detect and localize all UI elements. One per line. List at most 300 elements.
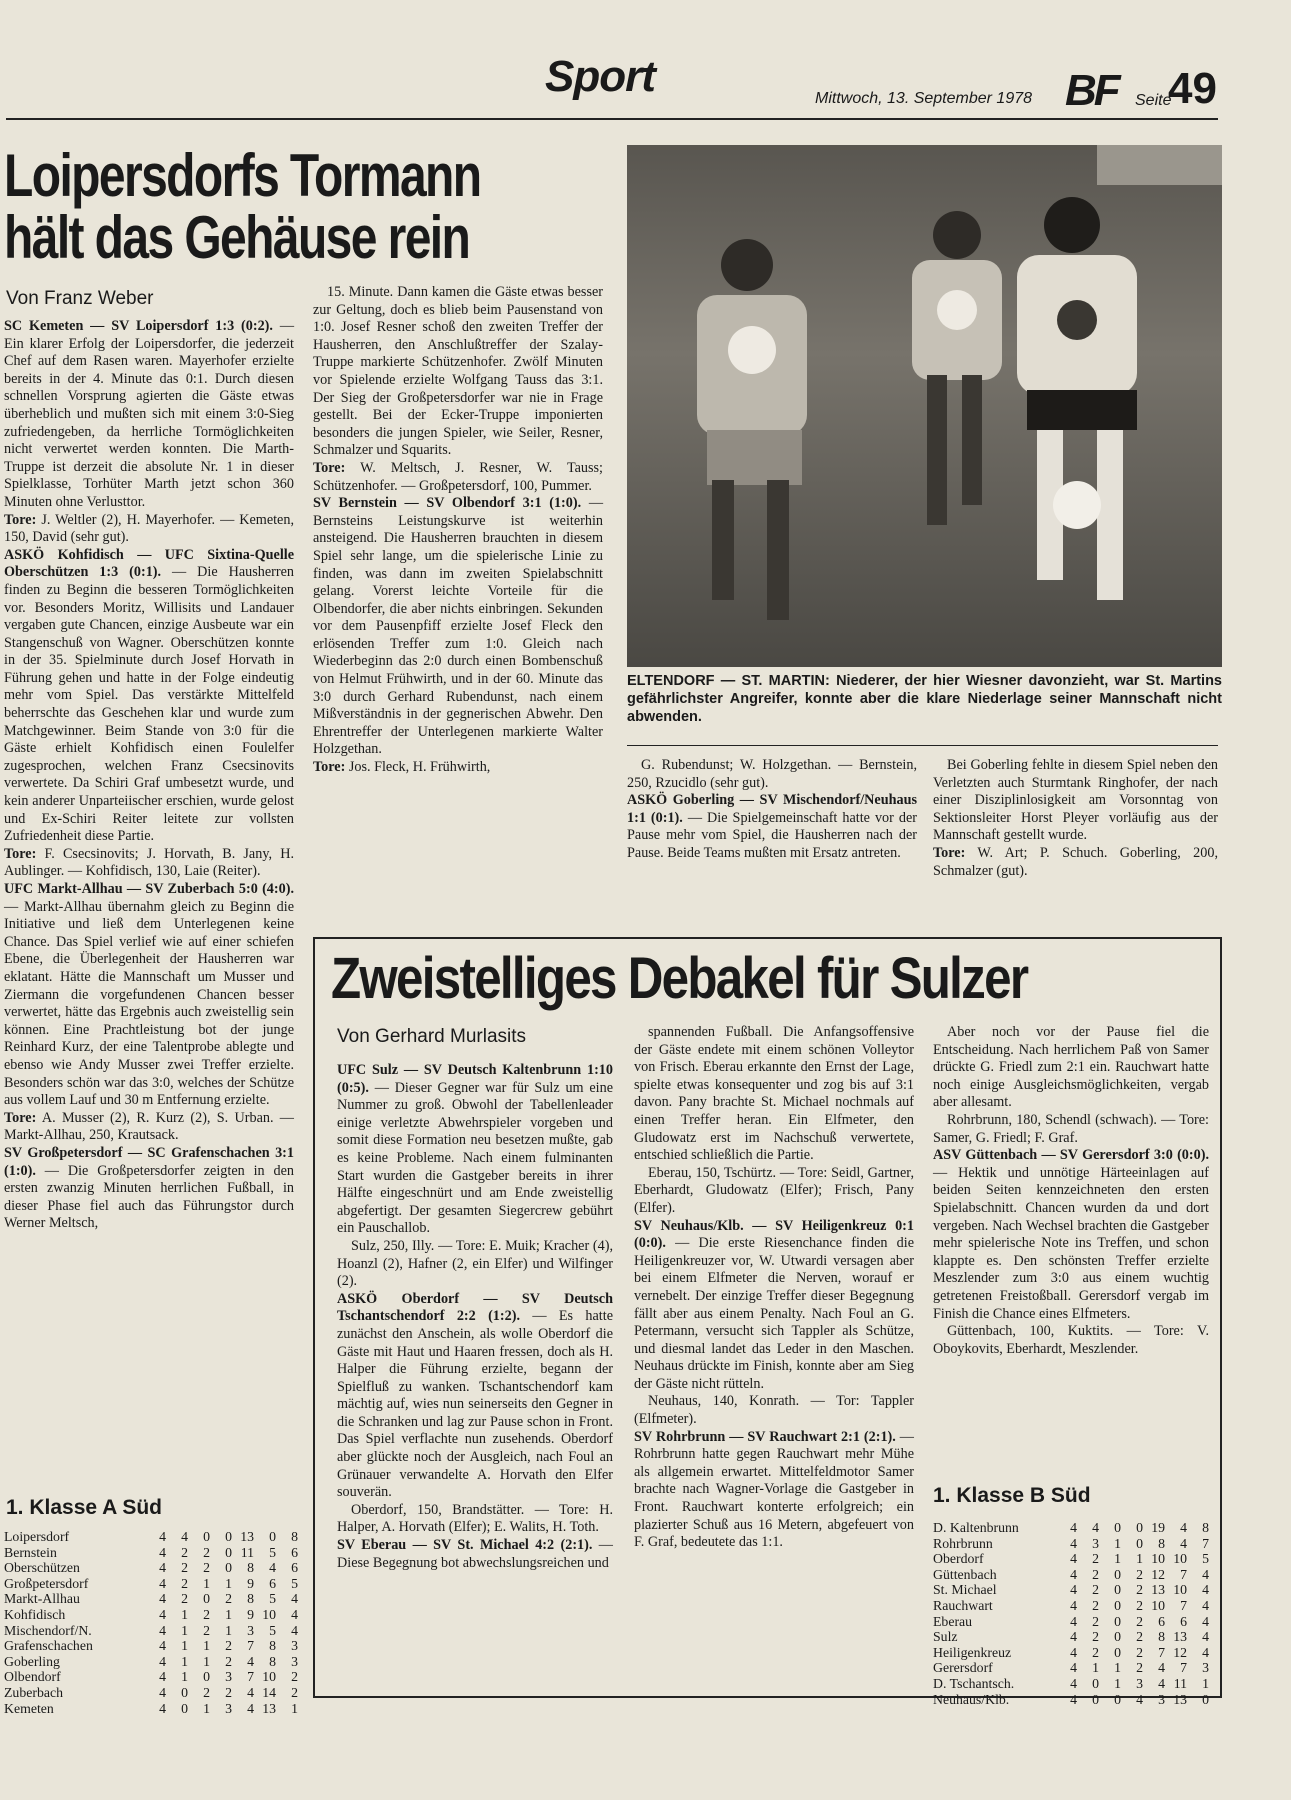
- stat-value: 4: [1158, 1675, 1165, 1691]
- stat-value: 0: [1114, 1520, 1121, 1535]
- paragraph: [933, 1024, 1209, 1112]
- stat-value: 3: [291, 1638, 298, 1654]
- paragraph-text: Sulz, 250, Illy. — Tore: E. Muik; Kracher (4), Hoanzl (2), Hafner (2, ein Elfer) und Wilfinger (2).: [337, 1237, 613, 1290]
- stat-value: 0: [225, 1529, 232, 1544]
- paragraph-text: — Rohrbrunn hatte gegen Rauchwart mehr Mühe als allgemein erwartet. Mittelfeldmotor Samer brachte nach Wagner-Vorlage die Gastgeber in Front. Rauchwart konterte erfolgreich; ein plazierter Schuß aus 16 Metern, abgefeuert von F. Graf, bedeutete das 1:1.: [634, 1428, 914, 1551]
- stat-value: 8: [1158, 1629, 1165, 1645]
- stat-value: 2: [291, 1684, 298, 1700]
- paragraph-text: — Die erste Riesenchance finden die Heiligenkreuzer vor, W. Utwardi versagen aber bei einem Elfmeter die Nerven, worauf er vernebelt. Der einzige Treffer dieser Begegnung fällt aber aus einem Penalty. Nach Foul an G. Petermann, versucht sich Tappler als Schütze, und diesmal landet das Leder in den Maschen. Neuhaus drückte im Finish, konnte aber am Sieg der Gäste nicht rütteln.: [634, 1235, 914, 1392]
- stat-value: 4: [159, 1575, 166, 1591]
- paragraph-text: Eberau, 150, Tschürtz. — Tore: Seidl, Gartner, Eberhardt, Gludowatz (Elfer); Frisch, Pany (Elfer).: [634, 1164, 914, 1216]
- stat-value: 8: [247, 1591, 254, 1607]
- paragraph-lead: ASV Güttenbach — SV Gerersdorf 3:0 (0:0).: [933, 1147, 1209, 1164]
- paragraph: [313, 460, 603, 495]
- stat-value: 0: [225, 1560, 232, 1576]
- stat-value: 1: [1114, 1660, 1121, 1676]
- paragraph: [933, 1147, 1209, 1323]
- stat-value: 6: [291, 1544, 298, 1560]
- standings-row: [4, 1654, 298, 1670]
- stat-value: 4: [1180, 1520, 1187, 1535]
- stat-value: 0: [1114, 1691, 1121, 1707]
- stat-value: 1: [225, 1606, 232, 1622]
- paragraph: [933, 1323, 1209, 1358]
- team-name: Loipersdorf: [4, 1529, 70, 1544]
- stat-value: 13: [240, 1529, 254, 1544]
- page-label: Seite: [1135, 92, 1172, 109]
- stat-value: 3: [1092, 1535, 1099, 1551]
- stat-value: 13: [1173, 1691, 1187, 1707]
- paragraph-text: J. Weltler (2), H. Mayerhofer. — Kemeten, 150, David (sehr gut).: [4, 511, 294, 546]
- issue-date: Mittwoch, 13. September 1978: [815, 90, 1033, 107]
- paragraph-lead: SV Neuhaus/Klb. — SV Heiligenkreuz 0:1 (0:0).: [634, 1217, 914, 1252]
- stat-value: 4: [291, 1622, 298, 1638]
- paragraph: [933, 1112, 1209, 1147]
- stat-value: 4: [159, 1700, 166, 1716]
- stat-value: 0: [1136, 1520, 1143, 1535]
- paragraph-text: F. Csecsinovits; J. Horvath, B. Jany, H. Aublinger. — Kohfidisch, 130, Laie (Reiter).: [4, 845, 294, 880]
- standings-row: [933, 1614, 1209, 1630]
- stat-value: 2: [1092, 1644, 1099, 1660]
- standings-title-a: 1. Klasse A Süd: [6, 1496, 163, 1519]
- paragraph: [634, 1024, 914, 1165]
- paragraph: [4, 1110, 294, 1145]
- standings-row: [933, 1645, 1209, 1661]
- stat-value: 8: [291, 1529, 298, 1544]
- stat-value: 2: [1136, 1613, 1143, 1629]
- standings-row: [933, 1567, 1209, 1583]
- standings-row: [933, 1676, 1209, 1692]
- team-name: Sulz: [933, 1629, 958, 1645]
- stat-value: 6: [291, 1560, 298, 1576]
- paragraph-text: W. Meltsch, J. Resner, W. Tauss; Schützenhofer. — Großpetersdorf, 100, Pummer.: [313, 459, 603, 494]
- stat-value: 4: [1136, 1691, 1143, 1707]
- stat-value: 1: [181, 1638, 188, 1654]
- team-name: Rohrbrunn: [933, 1535, 993, 1551]
- stat-value: 2: [1136, 1629, 1143, 1645]
- stat-value: 1: [1114, 1551, 1121, 1567]
- standings-row: [933, 1536, 1209, 1552]
- paragraph-text: Bei Goberling fehlte in diesem Spiel neben den Verletzten auch Sturmtank Ringhofer, der nach einer Disziplinlosigkeit am Vorsonntag von Sektionsleiter Horst Pleyer vorläufig aus der Mannschaft gestellt wurde.: [933, 757, 1218, 844]
- team-name: Kohfidisch: [4, 1606, 66, 1622]
- standings-row: [933, 1582, 1209, 1598]
- stat-value: 11: [240, 1544, 254, 1560]
- team-name: Oberdorf: [933, 1551, 984, 1567]
- standings-row: [4, 1607, 298, 1623]
- stat-value: 2: [181, 1544, 188, 1560]
- standings-row: [933, 1551, 1209, 1567]
- paragraph: [933, 757, 1218, 845]
- stat-value: 0: [225, 1544, 232, 1560]
- stat-value: 2: [203, 1606, 210, 1622]
- stat-value: 4: [159, 1669, 166, 1685]
- paragraph-lead: Tore:: [313, 759, 346, 776]
- stat-value: 13: [1173, 1629, 1187, 1645]
- caption-rule: [627, 745, 1218, 746]
- stat-value: 4: [1202, 1613, 1209, 1629]
- stat-value: 0: [1136, 1535, 1143, 1551]
- stat-value: 2: [225, 1591, 232, 1607]
- standings-row: [933, 1692, 1209, 1708]
- stat-value: 0: [203, 1529, 210, 1544]
- stat-value: 3: [1136, 1675, 1143, 1691]
- stat-value: 1: [1136, 1551, 1143, 1567]
- stat-value: 14: [262, 1684, 276, 1700]
- team-name: Gerersdorf: [933, 1660, 993, 1676]
- stat-value: 0: [203, 1669, 210, 1685]
- stat-value: 4: [1070, 1535, 1077, 1551]
- photo-image: [627, 145, 1222, 667]
- newspaper-logo: BF: [1065, 66, 1118, 115]
- paragraph: [337, 1502, 613, 1537]
- stat-value: 4: [247, 1684, 254, 1700]
- paragraph-text: — Dieser Gegner war für Sulz um eine Nummer zu groß. Obwohl der Tabellenleader einige verletzte Abwehrspieler vorgeben und somit diese Formation neu besetzen mußte, gab es keine Probleme. Nach einem fulminanten Start wurden die Gastgeber bereits in ihrer Hälfte eingeschnürt und am Ende zweistellig abgefertigt. Der gesamten Siegercrew gebührt ein Pauschallob.: [337, 1079, 613, 1237]
- stat-value: 4: [1092, 1520, 1099, 1535]
- stat-value: 4: [1070, 1691, 1077, 1707]
- stat-value: 19: [1151, 1520, 1165, 1535]
- paragraph-text: spannenden Fußball. Die Anfangsoffensive der Gäste endete mit einem schönen Volleytor von Frisch. Eberau erkannte den Ernst der Lage, spielte etwas konsequenter und zog bis auf 3:1 davon. Pany brachte St. Michael nochmals auf einen Treffer heran. Ein Elfmeter, den Gludowatz erst im Nachschuß verwertete, entschied schließlich die Partie.: [634, 1024, 914, 1164]
- standings-table-a: [4, 1529, 298, 1716]
- stat-value: 4: [1070, 1582, 1077, 1598]
- standings-row: [4, 1545, 298, 1561]
- paragraph: [4, 846, 294, 881]
- stat-value: 4: [1070, 1597, 1077, 1613]
- stat-value: 0: [1114, 1597, 1121, 1613]
- paragraph: [313, 284, 603, 460]
- stat-value: 2: [1092, 1566, 1099, 1582]
- paragraph-lead: ASKÖ Goberling — SV Mischendorf/Neuhaus 1:1 (0:1).: [627, 792, 917, 826]
- paragraph-lead: SV Rohrbrunn — SV Rauchwart 2:1 (2:1).: [634, 1428, 896, 1445]
- stat-value: 3: [247, 1622, 254, 1638]
- stat-value: 3: [225, 1700, 232, 1716]
- stat-value: 4: [1180, 1535, 1187, 1551]
- paragraph-text: Jos. Fleck, H. Frühwirth,: [345, 759, 491, 776]
- stat-value: 0: [1114, 1566, 1121, 1582]
- paragraph: [627, 792, 917, 862]
- stat-value: 5: [269, 1544, 276, 1560]
- stat-value: 4: [159, 1529, 166, 1544]
- stat-value: 4: [1070, 1520, 1077, 1535]
- standings-row: [4, 1638, 298, 1654]
- article-column-2: [313, 284, 603, 777]
- paragraph: [627, 757, 917, 792]
- stat-value: 8: [269, 1638, 276, 1654]
- stat-value: 7: [1180, 1597, 1187, 1613]
- paragraph-text: Oberdorf, 150, Brandstätter. — Tore: H. Halper, A. Horvath (Elfer); E. Walits, H. Toth.: [337, 1501, 613, 1536]
- stat-value: 4: [1070, 1675, 1077, 1691]
- stat-value: 4: [1070, 1566, 1077, 1582]
- article-column-3: [627, 757, 917, 863]
- stat-value: 4: [159, 1684, 166, 1700]
- paragraph-text: — Die Spielgemeinschaft hatte vor der Pause mehr vom Spiel, die Hausherren nach der Pause. Beide Teams mußten mit Ersatz antreten.: [627, 809, 917, 861]
- stat-value: 4: [1070, 1629, 1077, 1645]
- team-name: Goberling: [4, 1653, 60, 1669]
- stat-value: 10: [262, 1669, 276, 1685]
- article2-column-3: [933, 1024, 1209, 1358]
- standings-row: [933, 1520, 1209, 1536]
- team-name: Kemeten: [4, 1700, 54, 1716]
- stat-value: 7: [1180, 1660, 1187, 1676]
- paragraph-lead: SV Eberau — SV St. Michael 4:2 (2:1).: [337, 1537, 593, 1554]
- paragraph-text: — Die Hausherren finden zu Beginn die besseren Tormöglichkeiten vor. Besonders Moritz, Willisits und Landauer vergaben gute Chancen, einzige Ausbeute war ein Stangenschuß von Wagner. Oberschützen konnte in der 35. Spielminute durch Josef Horvath in Führung gehen und hatte in der Folge eindeutig mehr vom Spiel. Das verstärkte Mittelfeld beherrschte das Geschehen klar und wurde zum Matchgewinner. Beim Stande von 3:0 für die Gäste erhielt Kohfidisch einen Foulelfer zugesprochen, welchen Franz Csecsinovits verwertete. Da Schiri Graf umbesetzt wurde, und kein anderer Unparteiischer erschien, wurde gelost und Ex-Schiri Reiter leitete zur vollsten Zufriedenheit diese Partie.: [4, 564, 294, 845]
- stat-value: 7: [247, 1638, 254, 1654]
- standings-row: [4, 1576, 298, 1592]
- team-name: Güttenbach: [933, 1566, 997, 1582]
- standings-title-b: 1. Klasse B Süd: [933, 1484, 1091, 1507]
- team-name: Oberschützen: [4, 1560, 80, 1576]
- stat-value: 5: [269, 1622, 276, 1638]
- paragraph: [634, 1165, 914, 1218]
- standings-row: [4, 1685, 298, 1701]
- stat-value: 1: [203, 1638, 210, 1654]
- stat-value: 6: [269, 1575, 276, 1591]
- paragraph-text: Rohrbrunn, 180, Schendl (schwach). — Tore: Samer, G. Friedl; F. Graf.: [933, 1111, 1209, 1146]
- paragraph-text: 15. Minute. Dann kamen die Gäste etwas besser zur Geltung, doch es blieb beim Pausenstand von 1:0. Josef Resner schoß den zweiten Treffer der Hausherren, den Anschlußtreffer der Szalay-Truppe markierte Schützenhofer. Zwölf Minuten vor Spielende erzielte Wolfgang Tauss das 3:1. Der Sieg der Großpetersdorfer war nie in Frage gestellt. Bei der Ecker-Truppe imponierten besonders die jungen Spieler, wie Seiler, Resner, Schmalzer und Squarits.: [313, 284, 603, 459]
- stat-value: 0: [1114, 1629, 1121, 1645]
- paragraph: [337, 1062, 613, 1238]
- stat-value: 3: [291, 1653, 298, 1669]
- stat-value: 3: [1158, 1691, 1165, 1707]
- stat-value: 0: [1114, 1582, 1121, 1598]
- paragraph-text: — Markt-Allhau übernahm gleich zu Beginn die Initiative und ließ dem Unterlegenen keine Chance. Das Spiel verlief wie auf einer schiefen Ebene, die Überlegenheit der Hausherren war eklatant. Hätte die Mannschaft um Musser und Ziermann die vorgefundenen Chancen besser verwertet, hätte das Ergebnis auch zweistellig sein können. Eine Prachtleistung bot der junge Reinhard Kurz, der eine Talentprobe ablegte und ebenso wie Andy Musser zwei Treffer erzielte. Besonders schön war das 3:0, welches der Schütze aus vollem Lauf und 30 m Entfernung erzielte.: [4, 898, 294, 1109]
- paragraph: [4, 318, 294, 512]
- stat-value: 4: [1070, 1644, 1077, 1660]
- stat-value: 2: [225, 1684, 232, 1700]
- stat-value: 2: [291, 1669, 298, 1685]
- paragraph: [4, 512, 294, 547]
- standings-row: [4, 1669, 298, 1685]
- paragraph-lead: Tore:: [313, 459, 346, 476]
- stat-value: 1: [203, 1575, 210, 1591]
- stat-value: 5: [291, 1575, 298, 1591]
- stat-value: 4: [159, 1544, 166, 1560]
- stat-value: 4: [159, 1560, 166, 1576]
- stat-value: 4: [1202, 1582, 1209, 1598]
- paragraph-text: A. Musser (2), R. Kurz (2), S. Urban. — Markt-Allhau, 250, Krautsack.: [4, 1109, 294, 1144]
- paragraph-lead: ASKÖ Kohfidisch — UFC Sixtina-Quelle Oberschützen 1:3 (0:1).: [4, 546, 294, 581]
- stat-value: 5: [269, 1591, 276, 1607]
- stat-value: 2: [225, 1638, 232, 1654]
- team-name: Eberau: [933, 1613, 973, 1629]
- header-rule: [6, 118, 1218, 120]
- article-column-1: [4, 318, 294, 1233]
- stat-value: 2: [1092, 1613, 1099, 1629]
- stat-value: 1: [181, 1606, 188, 1622]
- stat-value: 1: [225, 1575, 232, 1591]
- match-photo: [627, 145, 1222, 667]
- stat-value: 2: [181, 1575, 188, 1591]
- paragraph-text: Aber noch vor der Pause fiel die Entscheidung. Nach herrlichem Paß von Samer drückte G. Friedl zum 2:1 ein. Rauchwart hatte noch einige Ausgleichsmöglichkeiten, vergab aber allesamt.: [933, 1024, 1209, 1111]
- paragraph: [313, 495, 603, 759]
- article-headline-line2: hält das Gehäuse rein: [4, 204, 470, 271]
- stat-value: 4: [159, 1638, 166, 1654]
- stat-value: 8: [247, 1560, 254, 1576]
- stat-value: 1: [181, 1653, 188, 1669]
- article-byline: Von Franz Weber: [6, 288, 154, 309]
- stat-value: 2: [1092, 1629, 1099, 1645]
- paragraph-lead: UFC Sulz — SV Deutsch Kaltenbrunn 1:10 (0:5).: [337, 1062, 613, 1096]
- stat-value: 10: [1151, 1597, 1165, 1613]
- paragraph-text: — Ein klarer Erfolg der Loipersdorfer, die jederzeit Chef auf dem Rasen waren. Mayerhofer erzielte bereits in der 4. Minute das 0:1. Durch diesen schnellen Vorsprung agierten die Gäste etwas überheblich und mußten sich mit einem 3:0-Sieg zufriedengeben, da herrliche Tormöglichkeiten nicht verwertet werden konnten. Die Marth-Truppe ist derzeit die absolute Nr. 1 in dieser Spielklasse, Torhüter Marth jetzt schon 360 Minuten ohne Verlusttor.: [4, 318, 294, 510]
- paragraph: [337, 1291, 613, 1502]
- stat-value: 2: [1092, 1551, 1099, 1567]
- stat-value: 0: [1202, 1691, 1209, 1707]
- stat-value: 10: [262, 1606, 276, 1622]
- team-name: Rauchwart: [933, 1597, 993, 1613]
- stat-value: 2: [1092, 1597, 1099, 1613]
- stat-value: 1: [225, 1622, 232, 1638]
- stat-value: 4: [291, 1606, 298, 1622]
- stat-value: 1: [1202, 1675, 1209, 1691]
- stat-value: 7: [1180, 1566, 1187, 1582]
- paragraph: [634, 1429, 914, 1552]
- stat-value: 8: [1158, 1535, 1165, 1551]
- paragraph-lead: SC Kemeten — SV Loipersdorf 1:3 (0:2).: [4, 318, 273, 334]
- stat-value: 9: [247, 1575, 254, 1591]
- paragraph-text: — Bernsteins Leistungskurve ist weiterhin ansteigend. Die Hausherren brauchten in diesem Spiel sehr lange, um die spielerische Linie zu finden, was dann im zweiten Spielabschnitt gelang. Vorerst leichte Vorteile für die Olbendorfer, die aber nichts einbringen. Sekunden vor dem Pausenpfiff erzielte Josef Fleck den erlösenden Treffer zum 1:0. Gleich nach Wiederbeginn das 2:0 durch einen Bombenschuß von Helmut Frühwirth, und in der 60. Minute das 3:0 durch Gerhard Rubendunst, nach einem Mißverständnis in der gegnerischen Abwehr. Den Ehrentreffer der Unterlegenen markierte Walter Holzgethan.: [313, 495, 604, 758]
- stat-value: 10: [1173, 1582, 1187, 1598]
- stat-value: 0: [203, 1591, 210, 1607]
- stat-value: 2: [1092, 1582, 1099, 1598]
- paragraph-text: — Die Großpetersdorfer zeigten in den ersten zwanzig Minuten herrlichen Fußball, in dieser Phase fiel auch das Führungstor durch Werner Meltsch,: [4, 1162, 294, 1232]
- team-name: D. Tschantsch.: [933, 1675, 1015, 1691]
- stat-value: 0: [1092, 1675, 1099, 1691]
- page-number: 49: [1168, 64, 1217, 113]
- stat-value: 4: [247, 1653, 254, 1669]
- article-column-4: [933, 757, 1218, 880]
- stat-value: 2: [203, 1560, 210, 1576]
- stat-value: 4: [269, 1560, 276, 1576]
- team-name: Neuhaus/Klb.: [933, 1691, 1010, 1707]
- paragraph-text: — Es hatte zunächst den Anschein, als wolle Oberdorf die Gäste mit Haut und Haaren fressen, doch als H. Halper die Führung erzielte, begann der Spielfluß zu wanken. Tschantschendorf kam mächtig auf, wies nun seinerseits den Gegner in die Schranken und lag zur Pause schon in Front. Das Spiel verflachte nun zusehends. Oberdorf aber glückte noch der Ausgleich, nach Foul an Grünauer verwandelte A. Horvath den Elfer souverän.: [337, 1308, 613, 1501]
- stat-value: 1: [1114, 1675, 1121, 1691]
- paragraph-lead: SV Großpetersdorf — SC Grafenschachen 3:1 (1:0).: [4, 1144, 294, 1179]
- stat-value: 2: [203, 1544, 210, 1560]
- stat-value: 8: [269, 1653, 276, 1669]
- stat-value: 4: [159, 1653, 166, 1669]
- standings-row: [933, 1629, 1209, 1645]
- standings-row: [933, 1660, 1209, 1676]
- stat-value: 1: [203, 1653, 210, 1669]
- stat-value: 4: [181, 1529, 188, 1544]
- paragraph-lead: Tore:: [933, 844, 966, 861]
- stat-value: 13: [262, 1700, 276, 1716]
- team-name: Markt-Allhau: [4, 1591, 80, 1607]
- paragraph-lead: ASKÖ Oberdorf — SV Deutsch Tschantschendorf 2:2 (1:2).: [337, 1290, 613, 1325]
- stat-value: 4: [159, 1591, 166, 1607]
- article2-column-2: [634, 1024, 914, 1552]
- stat-value: 1: [291, 1700, 298, 1716]
- section-title: Sport: [545, 52, 655, 101]
- team-name: Mischendorf/N.: [4, 1622, 92, 1638]
- paragraph: [337, 1537, 613, 1572]
- stat-value: 5: [1202, 1551, 1209, 1567]
- stat-value: 8: [1202, 1520, 1209, 1535]
- stat-value: 6: [1180, 1613, 1187, 1629]
- stat-value: 10: [1173, 1551, 1187, 1567]
- stat-value: 13: [1151, 1582, 1165, 1598]
- paragraph: [313, 759, 603, 777]
- stat-value: 2: [225, 1653, 232, 1669]
- team-name: Grafenschachen: [4, 1638, 93, 1654]
- stat-value: 2: [181, 1560, 188, 1576]
- stat-value: 2: [181, 1591, 188, 1607]
- team-name: D. Kaltenbrunn: [933, 1520, 1019, 1535]
- paragraph: [4, 881, 294, 1110]
- team-name: Olbendorf: [4, 1669, 61, 1685]
- stat-value: 7: [247, 1669, 254, 1685]
- team-name: Großpetersdorf: [4, 1575, 89, 1591]
- stat-value: 2: [1136, 1597, 1143, 1613]
- paragraph-lead: SV Bernstein — SV Olbendorf 3:1 (1:0).: [313, 495, 582, 512]
- stat-value: 4: [1070, 1551, 1077, 1567]
- stat-value: 3: [1202, 1660, 1209, 1676]
- article2-headline: Zweistelliges Debakel für Sulzer: [331, 946, 1028, 1011]
- stat-value: 2: [203, 1622, 210, 1638]
- article2-column-1: [337, 1062, 613, 1572]
- stat-value: 6: [1158, 1613, 1165, 1629]
- paragraph-text: Neuhaus, 140, Konrath. — Tor: Tappler (Elfmeter).: [634, 1393, 914, 1428]
- stat-value: 2: [203, 1684, 210, 1700]
- standings-row: [4, 1591, 298, 1607]
- stat-value: 1: [203, 1700, 210, 1716]
- stat-value: 4: [1070, 1660, 1077, 1676]
- stat-value: 3: [225, 1669, 232, 1685]
- paragraph-text: Güttenbach, 100, Kuktits. — Tore: V. Oboykovits, Eberhardt, Meszlender.: [933, 1323, 1209, 1357]
- stat-value: 4: [1202, 1566, 1209, 1582]
- stat-value: 0: [181, 1700, 188, 1716]
- stat-value: 0: [1114, 1644, 1121, 1660]
- paragraph-lead: UFC Markt-Allhau — SV Zuberbach 5:0 (4:0).: [4, 881, 294, 897]
- paragraph: [337, 1238, 613, 1291]
- stat-value: 4: [1158, 1660, 1165, 1676]
- team-name: St. Michael: [933, 1582, 997, 1598]
- stat-value: 4: [1070, 1613, 1077, 1629]
- stat-value: 1: [1114, 1535, 1121, 1551]
- stat-value: 1: [181, 1622, 188, 1638]
- stat-value: 12: [1173, 1644, 1187, 1660]
- standings-row: [4, 1701, 298, 1717]
- paragraph-lead: Tore:: [4, 511, 37, 528]
- team-name: Heiligenkreuz: [933, 1644, 1012, 1660]
- photo-caption: ELTENDORF — ST. MARTIN: Niederer, der hier Wiesner davonzieht, war St. Martins gefährlichster Angreifer, konnte aber die klare Niederlage seiner Mannschaft nicht abwenden.: [627, 673, 1222, 725]
- stat-value: 4: [159, 1606, 166, 1622]
- stat-value: 2: [1136, 1566, 1143, 1582]
- stat-value: 4: [159, 1622, 166, 1638]
- stat-value: 4: [1202, 1644, 1209, 1660]
- paragraph-lead: Tore:: [4, 845, 37, 862]
- stat-value: 2: [1136, 1644, 1143, 1660]
- stat-value: 10: [1151, 1551, 1165, 1567]
- stat-value: 9: [247, 1606, 254, 1622]
- standings-row: [933, 1598, 1209, 1614]
- stat-value: 12: [1151, 1566, 1165, 1582]
- stat-value: 2: [1136, 1660, 1143, 1676]
- standings-row: [4, 1560, 298, 1576]
- paragraph-text: W. Art; P. Schuch. Goberling, 200, Schmalzer (gut).: [933, 844, 1218, 879]
- paragraph-text: — Hektik und unnötige Härteeinlagen auf beiden Seiten kennzeichneten den ersten Spielabschnitt. Chancen wurden da und dort vergeben. Nach Wechsel brachten die Gastgeber mehr spielerische Note ins Treffen, und schon klappte es. Den schönsten Treffer erzielte Meszlender zum 3:0 aus einem wuchtig getretenen Freistoßball. Gerersdorf vergab im Finish die Chance eines Elfmeters.: [933, 1164, 1209, 1322]
- paragraph-text: — Diese Begegnung bot abwechslungsreichen und: [337, 1537, 613, 1571]
- standings-table-b: [933, 1520, 1209, 1707]
- stat-value: 4: [1202, 1629, 1209, 1645]
- paragraph: [634, 1218, 914, 1394]
- paragraph: [634, 1393, 914, 1428]
- team-name: Bernstein: [4, 1544, 57, 1560]
- stat-value: 0: [1092, 1691, 1099, 1707]
- stat-value: 7: [1202, 1535, 1209, 1551]
- stat-value: 0: [181, 1684, 188, 1700]
- article-headline-line1: Loipersdorfs Tormann: [4, 142, 481, 209]
- stat-value: 1: [181, 1669, 188, 1685]
